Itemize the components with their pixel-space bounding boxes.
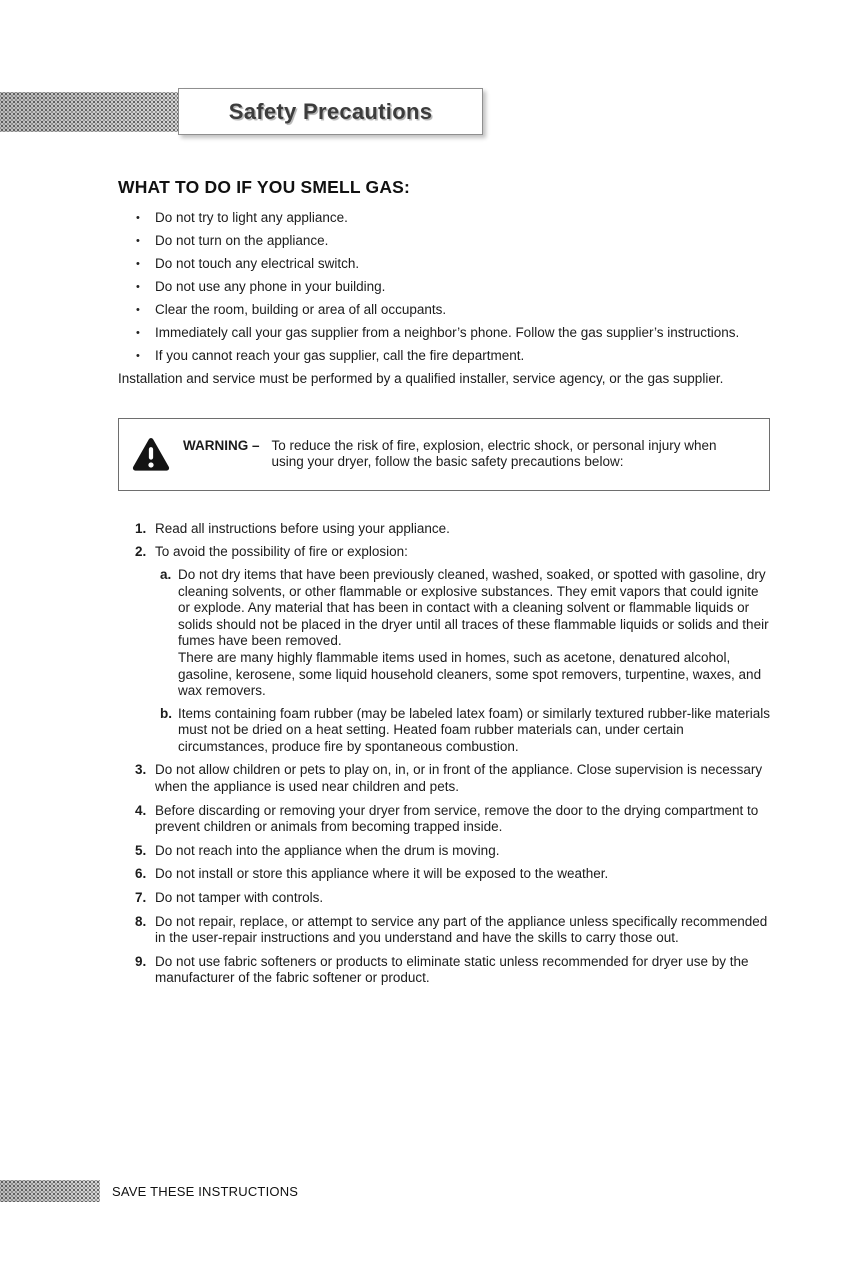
gas-bullet-item bbox=[118, 210, 770, 227]
subitem-paragraph: Do not dry items that have been previously cleaned, washed, soaked, or spotted with gasoline, dry cleaning solvents, or other flammable or explosive substances. They emit vapors that could ignite or explode. Any material that has been in contact with a cleaning solvent or flammable liquids or solids should not be placed in the dryer until all traces of these flammable liquids or solids and their fumes have been removed. bbox=[178, 566, 769, 649]
bullet-icon: • bbox=[136, 350, 140, 363]
footer-halftone-decoration bbox=[0, 1180, 100, 1202]
page-content bbox=[0, 177, 862, 987]
instruction-text: To avoid the possibility of fire or explosion: bbox=[155, 544, 408, 560]
bullet-text: Do not try to light any appliance. bbox=[155, 209, 348, 225]
warning-triangle-icon bbox=[131, 436, 171, 472]
instruction-text: Read all instructions before using your appliance. bbox=[155, 520, 450, 536]
gas-bullet-item bbox=[118, 279, 770, 296]
subitem-body bbox=[178, 706, 770, 756]
bullet-icon: • bbox=[136, 303, 140, 316]
gas-bullet-list bbox=[118, 210, 770, 365]
instruction-text: Do not repair, replace, or attempt to service any part of the appliance unless specifically recommended in the user-repair instructions and you understand and have the skills to carry those out. bbox=[155, 913, 768, 946]
gas-bullet-item bbox=[118, 233, 770, 250]
instruction-number: 6. bbox=[135, 866, 147, 882]
instruction-number: 3. bbox=[135, 762, 147, 778]
warning-message bbox=[183, 438, 753, 471]
instruction-body bbox=[155, 544, 770, 755]
instruction-number: 1. bbox=[135, 520, 147, 536]
instruction-item bbox=[118, 544, 770, 755]
bullet-icon: • bbox=[136, 257, 140, 270]
instruction-item bbox=[118, 521, 770, 538]
subitem-body bbox=[178, 567, 770, 700]
instruction-item bbox=[118, 803, 770, 836]
instruction-list bbox=[118, 521, 770, 987]
page-title-box bbox=[178, 88, 483, 135]
bullet-text: Do not turn on the appliance. bbox=[155, 232, 329, 248]
instruction-text: Do not allow children or pets to play on, in, or in front of the appliance. Close supervision is necessary when the appliance is used near children and pets. bbox=[155, 762, 763, 795]
gas-bullet-item bbox=[118, 348, 770, 365]
instruction-subitem bbox=[155, 567, 770, 700]
instruction-number: 9. bbox=[135, 953, 147, 969]
instruction-subitem bbox=[155, 706, 770, 756]
bullet-icon: • bbox=[136, 280, 140, 293]
bullet-text: Do not touch any electrical switch. bbox=[155, 255, 360, 271]
page-footer bbox=[0, 1180, 862, 1202]
subitem-letter: a. bbox=[160, 566, 172, 582]
bullet-text: Do not use any phone in your building. bbox=[155, 278, 386, 294]
instruction-item bbox=[118, 866, 770, 883]
gas-section-footer: Installation and service must be performed by a qualified installer, service agency, or the gas supplier. bbox=[118, 371, 724, 387]
save-instructions-label: SAVE THESE INSTRUCTIONS bbox=[112, 1183, 299, 1199]
instruction-number: 8. bbox=[135, 913, 147, 929]
subitem-paragraph: There are many highly flammable items used in homes, such as acetone, denatured alcohol, gasoline, kerosene, some liquid household cleaners, some spot removers, turpentine, waxes, and wax removers. bbox=[178, 649, 762, 699]
instruction-number: 7. bbox=[135, 890, 147, 906]
warning-label: WARNING – bbox=[183, 437, 260, 453]
instruction-text: Do not tamper with controls. bbox=[155, 890, 324, 906]
instruction-item bbox=[118, 762, 770, 795]
instruction-text: Do not install or store this appliance where it will be exposed to the weather. bbox=[155, 866, 609, 882]
instruction-item bbox=[118, 914, 770, 947]
bullet-icon: • bbox=[136, 234, 140, 247]
warning-box bbox=[118, 418, 770, 491]
instruction-number: 4. bbox=[135, 802, 147, 818]
warning-text: To reduce the risk of fire, explosion, electric shock, or personal injury when using your dryer, follow the basic safety precautions below: bbox=[271, 437, 717, 470]
instruction-text: Do not use fabric softeners or products to eliminate static unless recommended for dryer use by the manufacturer of the fabric softener or product. bbox=[155, 953, 749, 986]
bullet-icon: • bbox=[136, 211, 140, 224]
bullet-text: If you cannot reach your gas supplier, call the fire department. bbox=[155, 348, 525, 364]
bullet-text: Clear the room, building or area of all occupants. bbox=[155, 301, 447, 317]
page-title: Safety Precautions bbox=[228, 98, 433, 124]
subitem-letter: b. bbox=[160, 705, 172, 721]
instruction-item bbox=[118, 890, 770, 907]
instruction-item bbox=[118, 843, 770, 860]
bullet-text: Immediately call your gas supplier from a neighbor’s phone. Follow the gas supplier’s instructions. bbox=[155, 324, 740, 340]
instruction-number: 2. bbox=[135, 544, 147, 560]
instruction-item bbox=[118, 954, 770, 987]
subitem-paragraph: Items containing foam rubber (may be labeled latex foam) or similarly textured rubber-like materials must not be dried on a heat setting. Heated foam rubber materials can, under certain circumstances, produce fire by spontaneous combustion. bbox=[178, 705, 770, 754]
header-band bbox=[0, 88, 862, 135]
instruction-text: Do not reach into the appliance when the drum is moving. bbox=[155, 842, 500, 858]
gas-bullet-item bbox=[118, 302, 770, 319]
gas-bullet-item bbox=[118, 256, 770, 273]
instruction-text: Before discarding or removing your dryer from service, remove the door to the drying compartment to prevent children or animals from becoming trapped inside. bbox=[155, 802, 759, 835]
gas-bullet-item bbox=[118, 325, 770, 342]
gas-section-heading: WHAT TO DO IF YOU SMELL GAS: bbox=[118, 177, 411, 197]
bullet-icon: • bbox=[136, 326, 140, 339]
instruction-number: 5. bbox=[135, 842, 147, 858]
halftone-decoration bbox=[0, 92, 178, 132]
